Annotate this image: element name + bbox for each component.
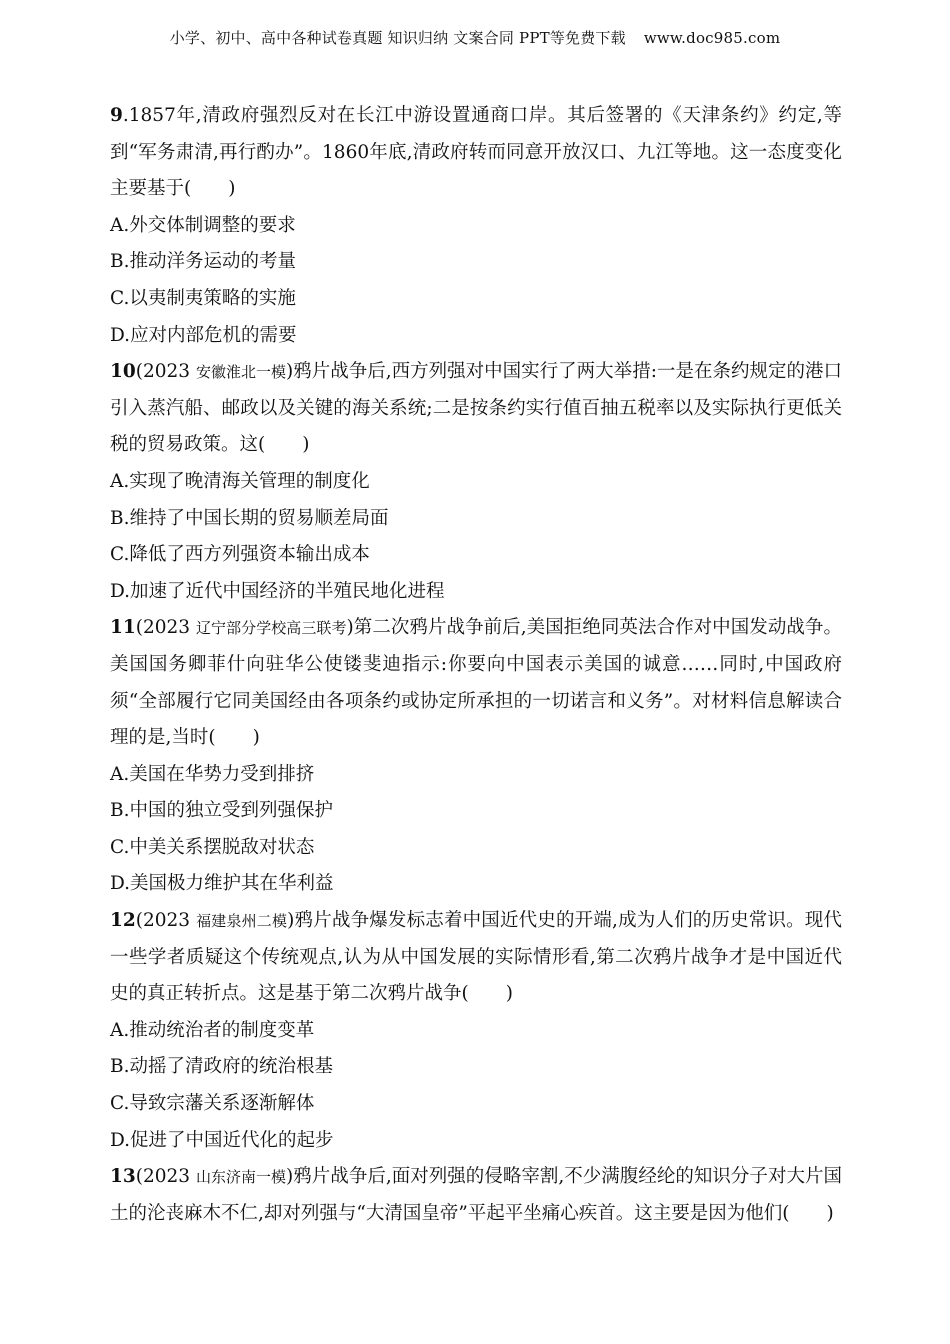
question-9 — [110, 98, 842, 354]
question-11 — [110, 610, 842, 903]
question-stem: 10(2023 安徽淮北一模)鸦片战争后,西方列强对中国实行了两大举措:一是在条约规定的港口引入蒸汽船、邮政以及关键的海关系统;二是按条约实行值百抽五税率以及实际执行更低关税的贸易政策。这( ) — [110, 361, 842, 456]
question-number: 9 — [110, 105, 123, 126]
header-website: www.doc985.com — [643, 29, 781, 47]
option-c: C.导致宗藩关系逐渐解体 — [110, 1093, 315, 1115]
question-source: 辽宁部分学校高三联考 — [195, 619, 347, 638]
question-stem: 13(2023 山东济南一模)鸦片战争后,面对列强的侵略宰割,不少满腹经纶的知识分子对大片国土的沦丧麻木不仁,却对列强与“大清国皇帝”平起平坐痛心疾首。这主要是因为他们( ) — [110, 1166, 842, 1224]
option-b: B.维持了中国长期的贸易顺差局面 — [110, 507, 389, 529]
question-12 — [110, 903, 842, 1159]
question-stem: 9.1857年,清政府强烈反对在长江中游设置通商口岸。其后签署的《天津条约》约定,等到“军务肃清,再行酌办”。1860年底,清政府转而同意开放汉口、九江等地。这一态度变化主要基于( ) — [110, 105, 842, 200]
option-b: B.中国的独立受到列强保护 — [110, 800, 333, 822]
option-c: C.中美关系摆脱敌对状态 — [110, 836, 315, 858]
option-d: D.应对内部危机的需要 — [110, 324, 297, 346]
question-source: 安徽淮北一模 — [195, 363, 286, 382]
question-source: 福建泉州二模 — [196, 912, 288, 931]
option-d: D.加速了近代中国经济的半殖民地化进程 — [110, 580, 445, 602]
question-number: 10 — [110, 361, 136, 383]
question-number: 11 — [110, 617, 136, 639]
question-list — [110, 98, 842, 1232]
source-year: (2023 — [135, 1166, 196, 1188]
question-stem: 11(2023 辽宁部分学校高三联考)第二次鸦片战争前后,美国拒绝同英法合作对中国发动战争。美国国务卿菲什向驻华公使镂斐迪指示:你要向中国表示美国的诚意……同时,中国政府须“全部履行它同美国经由各项条约或协定所承担的一切诺言和义务”。对材料信息解读合理的是,当时( ) — [110, 617, 842, 749]
option-d: D.美国极力维护其在华利益 — [110, 873, 334, 895]
answer-blank[interactable] — [191, 178, 228, 199]
option-c: C.降低了西方列强资本输出成本 — [110, 544, 370, 566]
source-year: (2023 — [135, 361, 196, 383]
option-a: A.推动统治者的制度变革 — [110, 1019, 315, 1041]
answer-blank[interactable] — [469, 983, 506, 1004]
source-year: (2023 — [135, 910, 197, 932]
answer-blank[interactable] — [265, 434, 302, 455]
answer-blank[interactable] — [790, 1203, 827, 1224]
answer-blank[interactable] — [216, 727, 253, 748]
question-number: 13 — [110, 1166, 136, 1188]
question-10 — [110, 354, 842, 610]
question-source: 山东济南一模 — [195, 1168, 287, 1187]
question-number: 12 — [110, 910, 136, 932]
question-stem: 12(2023 福建泉州二模)鸦片战争爆发标志着中国近代史的开端,成为人们的历史常识。现代一些学者质疑这个传统观点,认为从中国发展的实际情形看,第二次鸦片战争才是中国近代史的真正转折点。这是基于第二次鸦片战争( ) — [110, 910, 842, 1005]
option-d: D.促进了中国近代化的起步 — [110, 1129, 334, 1151]
option-c: C.以夷制夷策略的实施 — [110, 287, 296, 309]
option-a: A.实现了晚清海关管理的制度化 — [110, 470, 370, 492]
header-tagline: 小学、初中、高中各种试卷真题 知识归纳 文案合同 PPT等免费下载 — [169, 29, 626, 47]
source-year: (2023 — [135, 617, 196, 639]
question-13 — [110, 1159, 842, 1232]
option-a: A.外交体制调整的要求 — [110, 214, 296, 236]
page-header — [0, 27, 950, 48]
option-a: A.美国在华势力受到排挤 — [110, 763, 315, 785]
option-b: B.动摇了清政府的统治根基 — [110, 1056, 333, 1078]
option-b: B.推动洋务运动的考量 — [110, 251, 296, 273]
